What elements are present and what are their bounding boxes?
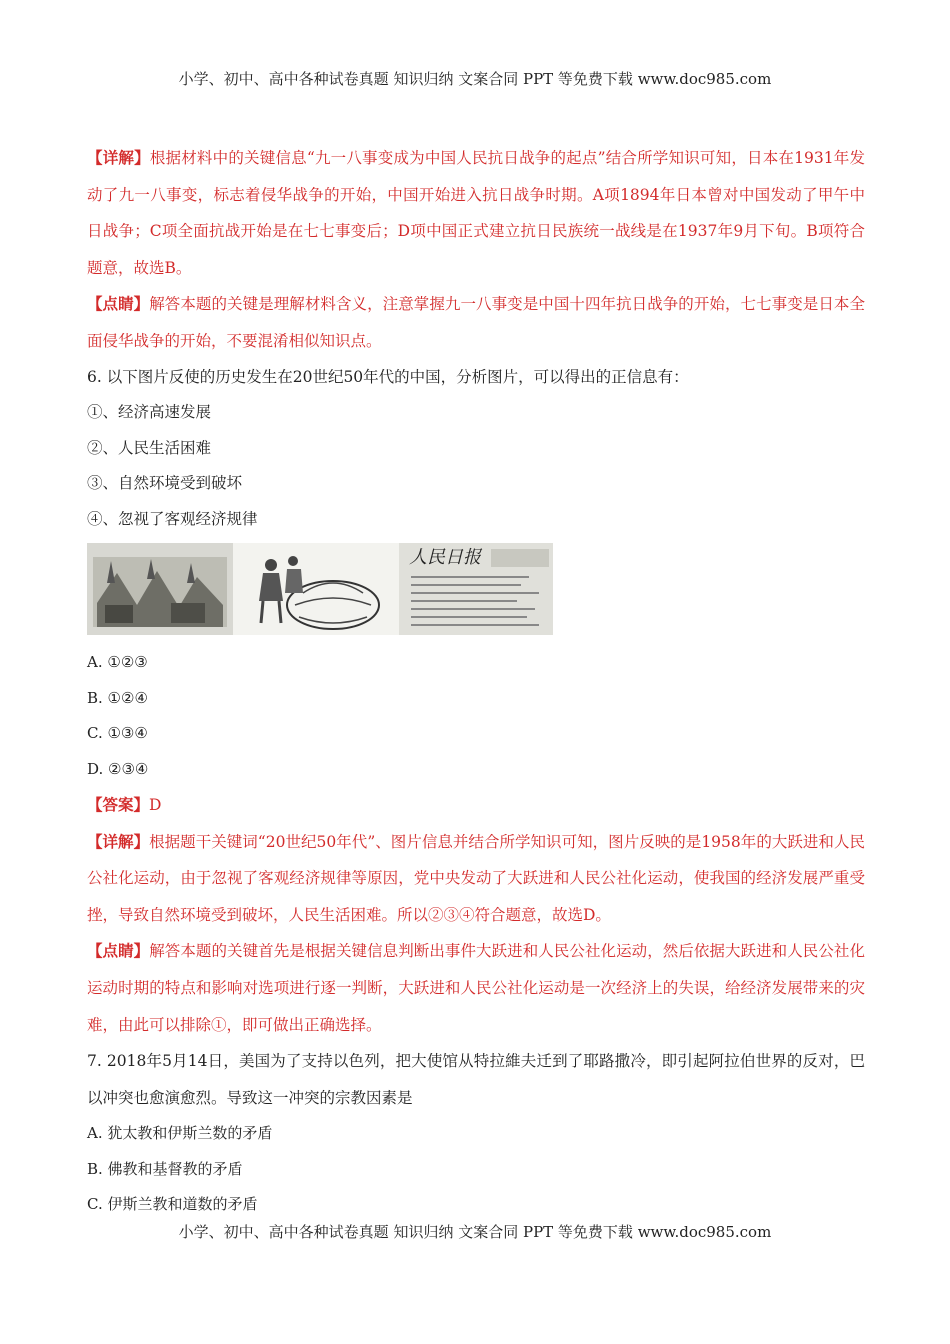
q5-comment (87, 286, 865, 359)
q6-option-d: D. ②③④ (87, 759, 149, 778)
q5-detail-tag: 【详解】 (87, 148, 150, 167)
q5-detail (87, 140, 865, 286)
q6-item-1: ①、经济高速发展 (87, 403, 212, 422)
q6-item-2: ②、人民生活困难 (87, 438, 212, 457)
q6-comment-text: 解答本题的关键首先是根据关键信息判断出事件大跃进和人民公社化运动，然后依据大跃进和人民公社化运动时期的特点和影响对选项进行逐一判断，大跃进和人民公社化运动是一次经济上的失误，给经济发展带来的灾难，由此可以排除①，即可做出正确选择。 (87, 942, 865, 1034)
q6-item-3: ③、自然环境受到破坏 (87, 474, 243, 493)
furnace-sketch-image (87, 543, 233, 635)
q7-option-b: B. 佛教和基督教的矛盾 (87, 1159, 243, 1178)
page-header: 小学、初中、高中各种试卷真题 知识归纳 文案合同 PPT 等免费下载 www.doc985.com (178, 70, 772, 88)
q6-option-c: C. ①③④ (87, 724, 148, 743)
q6-detail (87, 824, 865, 934)
q5-comment-text: 解答本题的关键是理解材料含义，注意掌握九一八事变是中国十四年抗日战争的开始，七七事变是日本全面侵华战争的开始，不要混淆相似知识点。 (87, 295, 865, 350)
q6-detail-text: 根据题干关键词“20世纪50年代”、图片信息并结合所学知识可知，图片反映的是1958年的大跃进和人民公社化运动，由于忽视了客观经济规律等原因，党中央发动了大跃进和人民公社化运动，使我国的经济发展严重受挫，导致自然环境受到破坏，人民生活困难。所以②③④符合题意，故选D。 (87, 832, 865, 924)
newspaper-clipping-image (399, 543, 553, 635)
newspaper-masthead: 人民日报 (409, 547, 481, 569)
document-body (87, 140, 865, 1223)
q6-comment (87, 933, 865, 1043)
page-footer: 小学、初中、高中各种试卷真题 知识归纳 文案合同 PPT 等免费下载 www.doc985.com (178, 1223, 772, 1241)
q6-answer (87, 787, 865, 824)
q6-detail-tag: 【详解】 (87, 831, 150, 851)
harvest-sketch-image (233, 543, 399, 635)
q6-stem: 6. 以下图片反使的历史发生在20世纪50年代的中国，分析图片，可以得出的正信息有： (87, 367, 689, 386)
q6-item-4: ④、忽视了客观经济规律 (87, 509, 258, 528)
q5-detail-text: 根据材料中的关键信息“九一八事变成为中国人民抗日战争的起点”结合所学知识可知，日本在1931年发动了九一八事变，标志着侵华战争的开始，中国开始进入抗日战争时期。A项1894年日本曾对中国发动了甲午中日战争；C项全面抗战开始是在七七事变后；D项中国正式建立抗日民族统一战线是在1937年9月下旬。B项符合题意，故选B。 (87, 149, 865, 277)
q6-answer-tag: 【答案】 (87, 795, 150, 815)
q6-figure (87, 543, 553, 635)
q6-comment-tag: 【点睛】 (87, 941, 150, 961)
q7-option-a: A. 犹太教和伊斯兰数的矛盾 (87, 1124, 273, 1143)
q6-answer-value: D (149, 796, 162, 815)
q6-option-b: B. ①②④ (87, 688, 148, 707)
q5-comment-tag: 【点睛】 (87, 294, 150, 314)
q7-stem: 7. 2018年5月14日，美国为了支持以色列，把大使馆从特拉維夫迁到了耶路撒冷，即引起阿拉伯世界的反对，巴以冲突也愈演愈烈。导致这一冲突的宗教因素是 (87, 1052, 865, 1107)
q6-option-a: A. ①②③ (87, 653, 148, 672)
q7-option-c: C. 伊斯兰教和道数的矛盾 (87, 1195, 258, 1214)
